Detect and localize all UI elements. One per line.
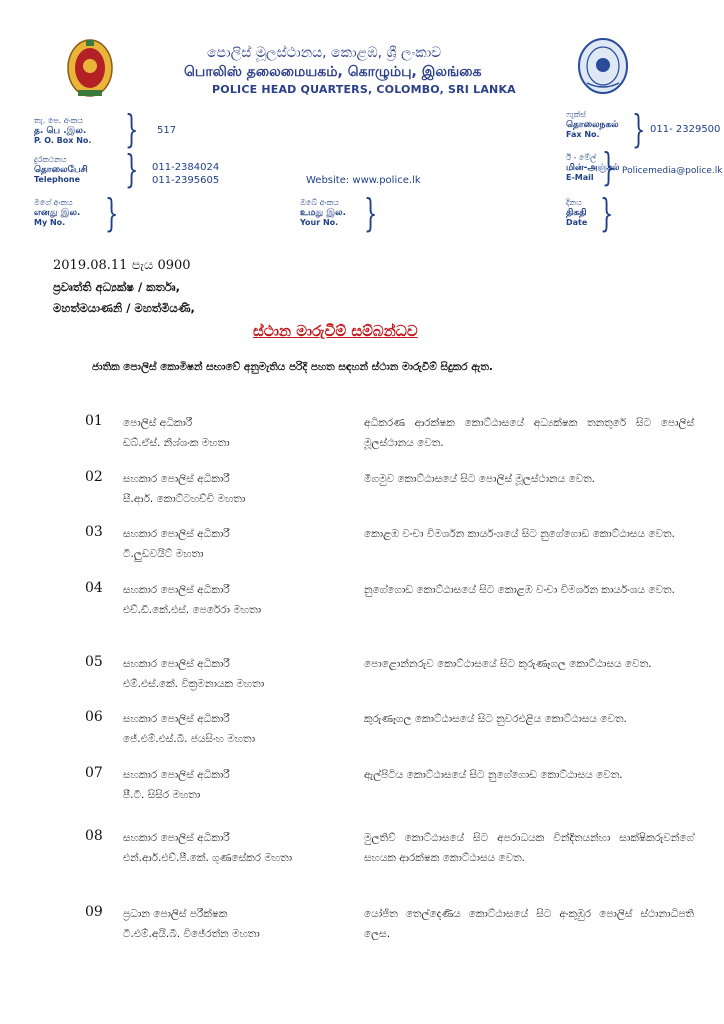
transfer-move: පොළොන්නරුව කොට්ඨාසයේ සිට කුරුණෑගල කොට්ඨාසය වෙත. [364, 658, 652, 670]
transfer-number: 03 [85, 524, 103, 540]
transfer-number: 08 [85, 828, 103, 844]
transfer-rank: සහකාර පොලිස් අධිකාරී [123, 713, 230, 725]
transfer-move: කොළඹ වංචා විමර්ශන කාර්යංශයේ සිට නුගේගොඩ කොට්ඨාසය වෙත. [364, 528, 675, 540]
transfer-rank: සහකාර පොලිස් අධිකාරී [123, 528, 230, 540]
telephone-label: දුරකථනය தொலைபேசி Telephone [34, 155, 88, 184]
transfer-number: 02 [85, 469, 103, 485]
letterhead [0, 0, 724, 245]
transfer-move: මුලතිව් කොට්ඨාසයේ සිට අපරාධයක වින්දිතයන්හා සාක්ෂිකරුවන්ගේ සහයක ආරක්ෂක කොට්ඨාසය වෙත. [364, 832, 694, 864]
transfer-rank: සහකාර පොලිස් අධිකාරී [123, 584, 230, 596]
email-label: ඊ - මේල් மின்-அஞ்சல் E-Mail [566, 153, 620, 182]
subject-heading: ස්ථාන මාරුවීම් සම්බන්ධව [253, 322, 418, 340]
brace-icon: } [364, 191, 378, 235]
transfer-number: 05 [85, 654, 103, 670]
website: Website: www.police.lk [306, 175, 421, 186]
letterhead-sinhala-title: පොලිස් මූලස්ථානය, කොළඹ, ශ්‍රී ලංකාව [207, 45, 442, 61]
transfer-move: කුරුණෑගල කොට්ඨාසයේ සිට නුවරඑළිය කොට්ඨාසය වෙත. [364, 713, 627, 725]
email-value: Policemedia@police.lk [622, 166, 723, 176]
brace-icon: } [125, 147, 139, 191]
your-no-label: ඔබේ අංකය உமது இல. Your No. [300, 198, 346, 227]
fax-label: ෆැක්ස් தொலைநகல் Fax No. [566, 110, 619, 139]
transfer-rank: සහකාර පොලිස් අධිකාරී [123, 473, 230, 485]
transfer-number: 06 [85, 709, 103, 725]
brace-icon: } [125, 107, 139, 151]
transfer-name: ඩබ්.ඒස්. නිශ්ශංක මහතා [123, 437, 230, 449]
transfer-number: 09 [85, 904, 103, 920]
date-label: දිනය திகதி Date [566, 198, 588, 227]
transfer-rank: සහකාර පොලිස් අධිකාරී [123, 658, 230, 670]
recipient-line-2: මහත්මයාණනි / මහත්මියණි, [53, 301, 195, 315]
police-emblem-logo [577, 37, 629, 99]
transfer-name: ජේ.එම්.එස්.බී. ජයසිංහ මහතා [123, 733, 256, 745]
transfer-rank: සහකාර පොලිස් අධිකාරී [123, 769, 230, 781]
transfer-name: ටී.එම්.අයි.බී. විජේරත්න මහතා [123, 928, 260, 940]
transfer-name: එන්.ආර්.එච්.පී.කේ. ගුණසේකර මහතා [123, 852, 293, 864]
transfer-move: යෝජිත තෙල්දෙණිය කොට්ඨාසයේ සිට අංකුඹුර පොලිස් ස්ථානාධිපති ලෙස. [364, 908, 694, 940]
my-no-label: මගේ අංකය எனது இல. My No. [34, 198, 81, 227]
transfer-name: එම්.එස්.කේ. වික්‍රමනායක මහතා [123, 678, 265, 690]
transfer-move: ඇල්පිටිය කොට්ඨාසයේ සිට නුගේගොඩ කොට්ඨාසය වෙත. [364, 769, 623, 781]
transfer-number: 07 [85, 765, 103, 781]
transfer-name: එච්.ඩී.කේ.එස්. පෙරේරා මහතා [123, 604, 262, 616]
letterhead-english-title: POLICE HEAD QUARTERS, COLOMBO, SRI LANKA [212, 83, 516, 96]
brace-icon: } [602, 145, 616, 189]
transfer-number: 01 [85, 413, 103, 429]
sri-lanka-emblem-logo [66, 38, 114, 104]
intro-paragraph: ජාතික පොලිස් කොමිෂන් සභාවේ අනුමැතිය පරිදි පහත සඳහන් ස්ථාන මාරුවීම් සිදුකර ඇත. [92, 361, 493, 373]
transfer-rank: ප්‍රධාන පොලිස් පරීක්ෂක [123, 908, 228, 920]
telephone-value-2: 011-2395605 [152, 175, 220, 186]
brace-icon: } [632, 107, 646, 151]
transfer-move: අධිකරණ ආරක්ෂක කොට්ඨාසයේ අධ්‍යක්ෂක තනතුරේ සිට පොලිස් මූලස්ථානය වෙත. [364, 417, 694, 449]
transfer-name: පී.ටී. සිසිර මහතා [123, 789, 201, 801]
transfer-name: ටී.ලුඩවයිට් මහතා [123, 548, 204, 560]
fax-value: 011- 2329500 [650, 124, 721, 135]
brace-icon: } [105, 191, 119, 235]
transfer-rank: පොලිස් අධිකාරී [123, 417, 193, 429]
transfer-move: නුගේගොඩ කොට්ඨාසයේ සිට කොළඹ වංචා විමර්ශන කාර්යංශය වෙත. [364, 584, 675, 596]
transfer-name: සී.ආර්. කොට්ටහච්චි මහතා [123, 493, 246, 505]
recipient-line-1: ප්‍රවෘත්ති අධ්‍යක්ෂ / කර්තෘ, [53, 280, 180, 294]
transfer-rank: සහකාර පොලිස් අධිකාරී [123, 832, 230, 844]
po-box-value: 517 [157, 125, 177, 136]
brace-icon: } [600, 191, 614, 235]
po-box-label: තැ. පෙ. අංකය த. பெ .இல. P. O. Box No. [34, 116, 92, 145]
transfer-number: 04 [85, 580, 103, 596]
transfer-move: මීගමුව කොට්ඨාසයේ සිට පොලිස් මූලස්ථානය වෙත. [364, 473, 596, 485]
telephone-value-1: 011-2384024 [152, 162, 220, 173]
letterhead-tamil-title: பொலிஸ் தலைமையகம், கொழும்பு, இலங்கை [184, 64, 482, 80]
date-line: 2019.08.11 පැය 0900 [53, 258, 191, 273]
